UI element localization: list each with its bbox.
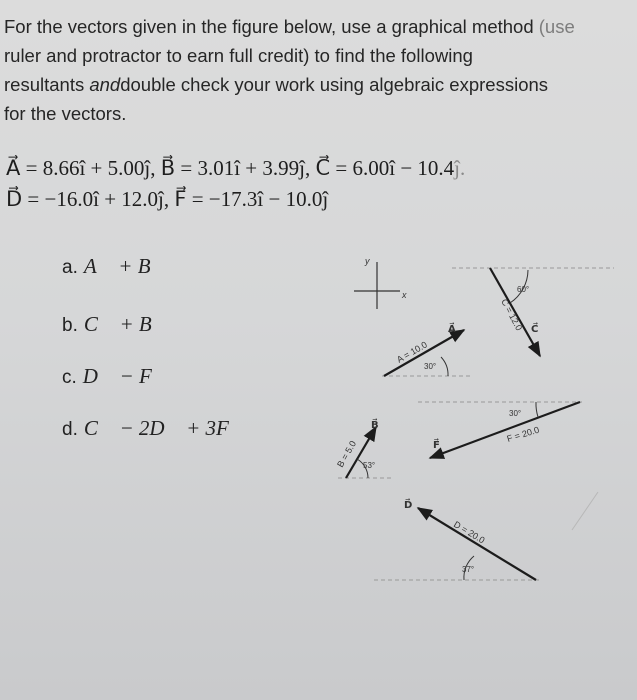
vector-c	[452, 268, 614, 356]
vector-f-symbol: F⃗	[433, 440, 440, 451]
vector-d-angle: 37°	[462, 565, 475, 574]
angle-arc	[441, 357, 448, 376]
pencil-mark	[572, 492, 598, 530]
question-letter: a.	[62, 257, 78, 278]
vector-equations-line-1: A⃗ = 8.66î + 5.00ĵ, B⃗ = 3.01î + 3.99ĵ, C⃗ = 6.00î − 10.4ĵ.	[6, 156, 466, 180]
vector-a-angle: 30°	[424, 362, 437, 371]
intro-line-4: for the vectors.	[4, 103, 127, 124]
axis-label-y: y	[365, 256, 370, 266]
question-expression: D⃗ − F⃗	[82, 364, 169, 388]
vector-b-magnitude: B = 5.0	[335, 439, 359, 469]
vector-d-arrow	[418, 508, 536, 580]
axis-label-x: x	[402, 290, 407, 300]
question-expression: A⃗ + B⃗	[83, 254, 167, 278]
vector-d	[374, 498, 540, 580]
vector-c-angle: 60°	[517, 285, 530, 294]
vector-a-symbol: A⃗	[448, 324, 456, 335]
question-expression: C⃗ − 2D⃗ + 3F⃗	[83, 416, 246, 440]
question-letter: d.	[62, 419, 78, 440]
vector-c-magnitude: C = 12.0	[499, 297, 525, 333]
vector-f-angle: 30°	[509, 409, 522, 418]
intro-line-1: For the vectors given in the figure below, use a graphical method (use	[4, 16, 575, 37]
vector-b-angle: 53°	[363, 461, 376, 470]
vector-f-magnitude: F = 20.0	[505, 424, 541, 444]
vector-f-arrow	[430, 402, 580, 458]
intro-line-3: resultants anddouble check your work using algebraic expressions	[4, 74, 549, 95]
vector-a-magnitude: A = 10.0	[395, 339, 429, 365]
vector-equations-line-2: D⃗ = −16.0î + 12.0ĵ, F⃗ = −17.3î − 10.0ĵ	[6, 187, 329, 211]
question-expression: C⃗ + B⃗	[83, 312, 169, 336]
intro-line-2: ruler and protractor to earn full credit) to find the following	[4, 45, 473, 66]
vector-d-symbol: D⃗	[404, 500, 413, 511]
question-letter: b.	[62, 315, 78, 336]
vector-d-magnitude: D = 20.0	[451, 519, 487, 546]
coordinate-axes	[354, 256, 407, 309]
vector-b	[335, 418, 392, 478]
question-letter: c.	[62, 367, 77, 388]
vector-f	[418, 402, 582, 458]
vector-c-symbol: C⃗	[531, 324, 539, 335]
vector-b-symbol: B⃗	[371, 420, 379, 431]
vector-a	[382, 322, 470, 376]
angle-arc	[536, 402, 538, 417]
